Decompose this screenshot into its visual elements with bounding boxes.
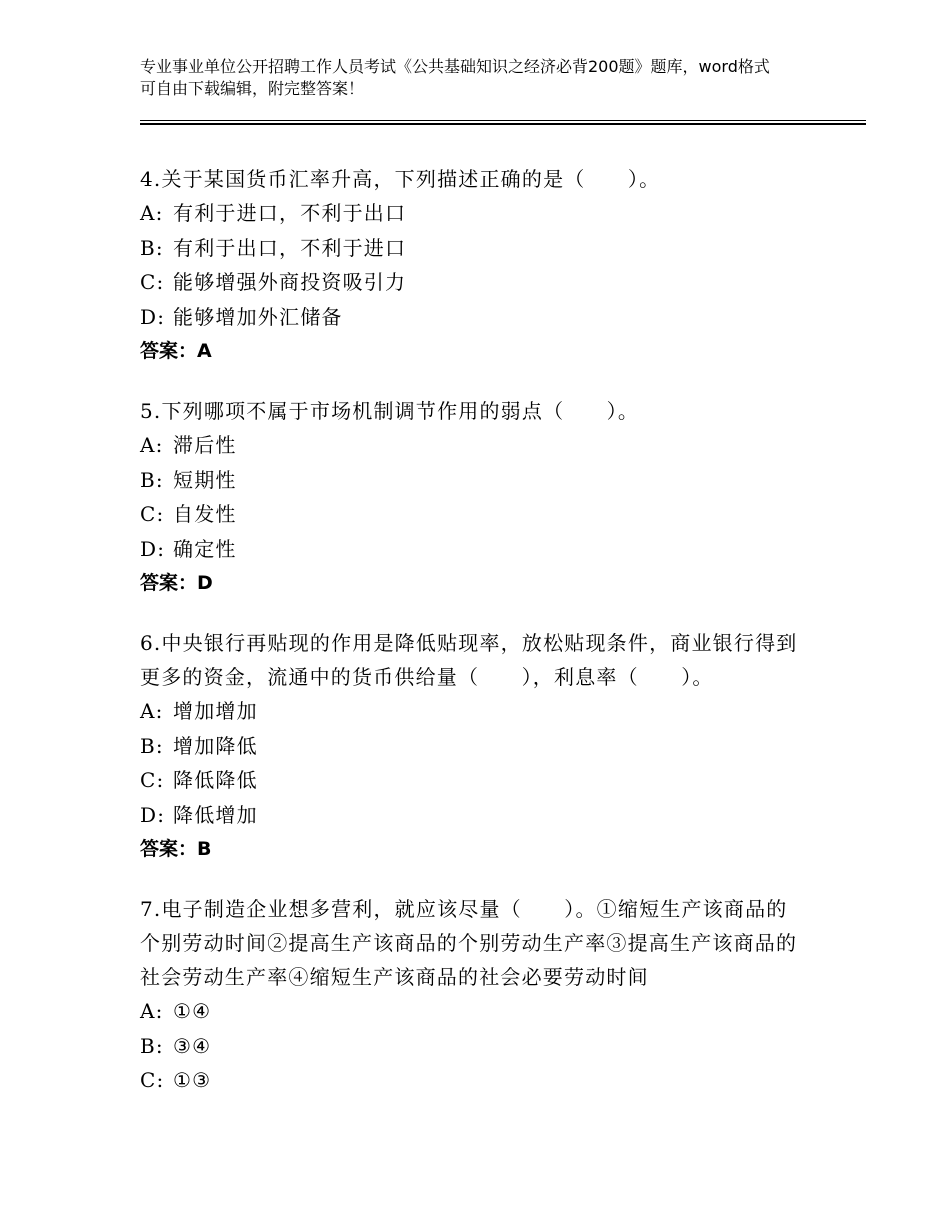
option-text: 滞后性 [173,433,237,457]
option-letter: C: [140,768,165,792]
option-d [140,300,800,335]
option-text: ①④ [173,999,212,1023]
question-5 [140,394,800,600]
option-d [140,532,800,567]
option-text: 自发性 [173,502,237,526]
question-stem: 4.关于某国货币汇率升高，下列描述正确的是（ ）。 [140,167,661,191]
option-c [140,497,800,532]
answer-line: 答案：A [140,340,212,362]
option-letter: B: [140,235,164,260]
option-letter: C: [140,270,165,294]
option-letter: D: [140,304,166,329]
answer-line: 答案：B [140,838,212,860]
option-a [140,428,800,463]
option-text: ③④ [173,1033,212,1058]
option-letter: B: [140,1033,164,1058]
option-text: ①③ [173,1068,212,1092]
option-text: 有利于进口，不利于出口 [173,201,407,225]
option-letter: D: [140,536,166,561]
option-text: 增加增加 [173,699,258,723]
option-letter: B: [140,467,164,492]
option-b [140,231,800,266]
question-stem: 6.中央银行再贴现的作用是降低贴现率，放松贴现条件，商业银行得到更多的资金，流通中的货币供给量（ ），利息率（ ）。 [140,631,798,689]
option-b [140,729,800,764]
question-list [140,162,800,1124]
option-letter: D: [140,802,166,827]
option-letter: A: [140,201,164,225]
option-a [140,994,800,1029]
option-b [140,1029,800,1064]
question-6 [140,626,800,866]
option-letter: A: [140,999,164,1023]
option-a [140,196,800,231]
header-divider-thin [140,120,866,121]
option-text: 有利于出口，不利于进口 [173,235,407,260]
question-4 [140,162,800,368]
option-b [140,463,800,498]
question-stem: 7.电子制造企业想多营利，就应该尽量（ ）。①缩短生产该商品的个别劳动时间②提高生产该商品的个别劳动生产率③提高生产该商品的社会劳动生产率④缩短生产该商品的社会必要劳动时间 [140,897,798,989]
option-c [140,1063,800,1098]
answer-line: 答案：D [140,572,213,594]
option-letter: C: [140,1068,165,1092]
option-text: 短期性 [173,467,237,492]
option-text: 降低增加 [173,802,258,827]
option-a [140,694,800,729]
option-letter: A: [140,433,164,457]
option-text: 能够增强外商投资吸引力 [173,270,407,294]
document-header-title: 专业事业单位公开招聘工作人员考试《公共基础知识之经济必背200题》题库，word格式可自由下载编辑，附完整答案！ [140,57,770,98]
option-c [140,763,800,798]
option-d [140,798,800,833]
question-7 [140,892,800,1098]
option-c [140,265,800,300]
question-stem: 5.下列哪项不属于市场机制调节作用的弱点（ ）。 [140,399,640,423]
option-text: 确定性 [173,536,237,561]
option-text: 能够增加外汇储备 [173,304,343,329]
option-letter: A: [140,699,164,723]
option-letter: C: [140,502,165,526]
option-text: 降低降低 [173,768,258,792]
option-letter: B: [140,733,164,758]
header-divider-thick [140,123,866,125]
option-text: 增加降低 [173,733,258,758]
